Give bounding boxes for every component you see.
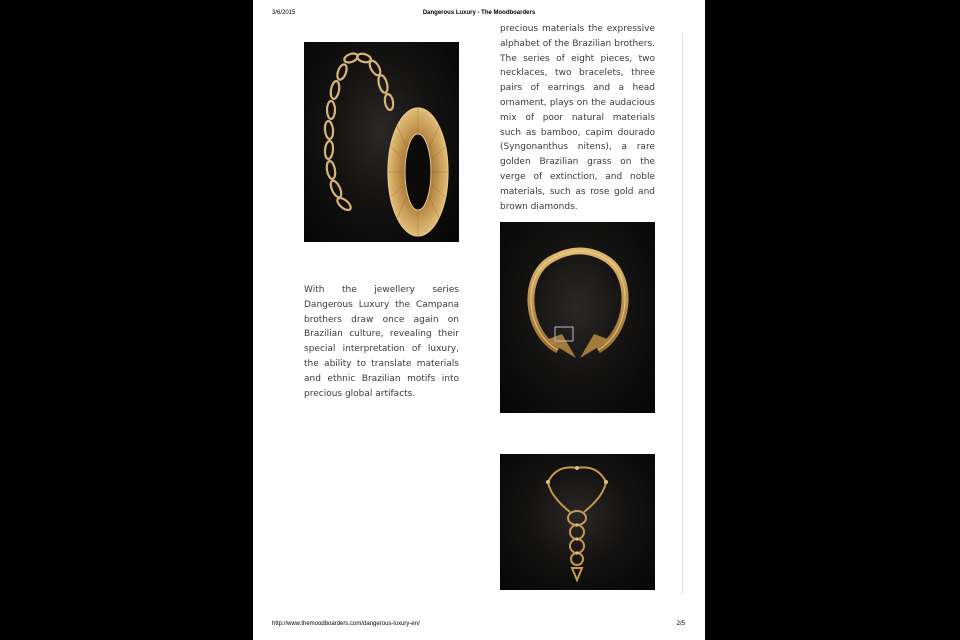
header-date: 3/6/2015 (272, 10, 296, 16)
document-page (253, 0, 705, 640)
link-chain-necklace-image (500, 454, 655, 590)
photo-link-chain-necklace (500, 454, 655, 590)
paragraph-top-right: precious materials the expressive alphabet of the Brazilian brothers. The series of eight pieces, two necklaces, two bracelets, three pairs of earrings and a head ornament, plays on the audacious mix of poor natural materials such as bamboo, capim dourado (Syngonanthus nitens), a rare golden Brazilian grass on the verge of extinction, and noble materials, such as rose gold and brown diamonds. (500, 24, 655, 212)
photo-oval-pendant-necklace (304, 42, 459, 242)
column-divider (682, 34, 683, 594)
paragraph-left: With the jewellery series Dangerous Luxury the Campana brothers draw once again on Brazilian culture, revealing their special interpretation of luxury, the ability to translate materials and ethnic Brazilian motifs into precious global artifacts. (304, 285, 459, 399)
golden-choker-image (500, 222, 655, 413)
photo-golden-choker (500, 222, 655, 413)
footer-page-number: 2/5 (676, 621, 685, 627)
header-title: Dangerous Luxury - The Moodboarders (422, 10, 536, 16)
footer-url[interactable]: http://www.themoodboarders.com/dangerous-luxury-en/ (272, 621, 420, 627)
oval-pendant-necklace-image (304, 42, 459, 242)
